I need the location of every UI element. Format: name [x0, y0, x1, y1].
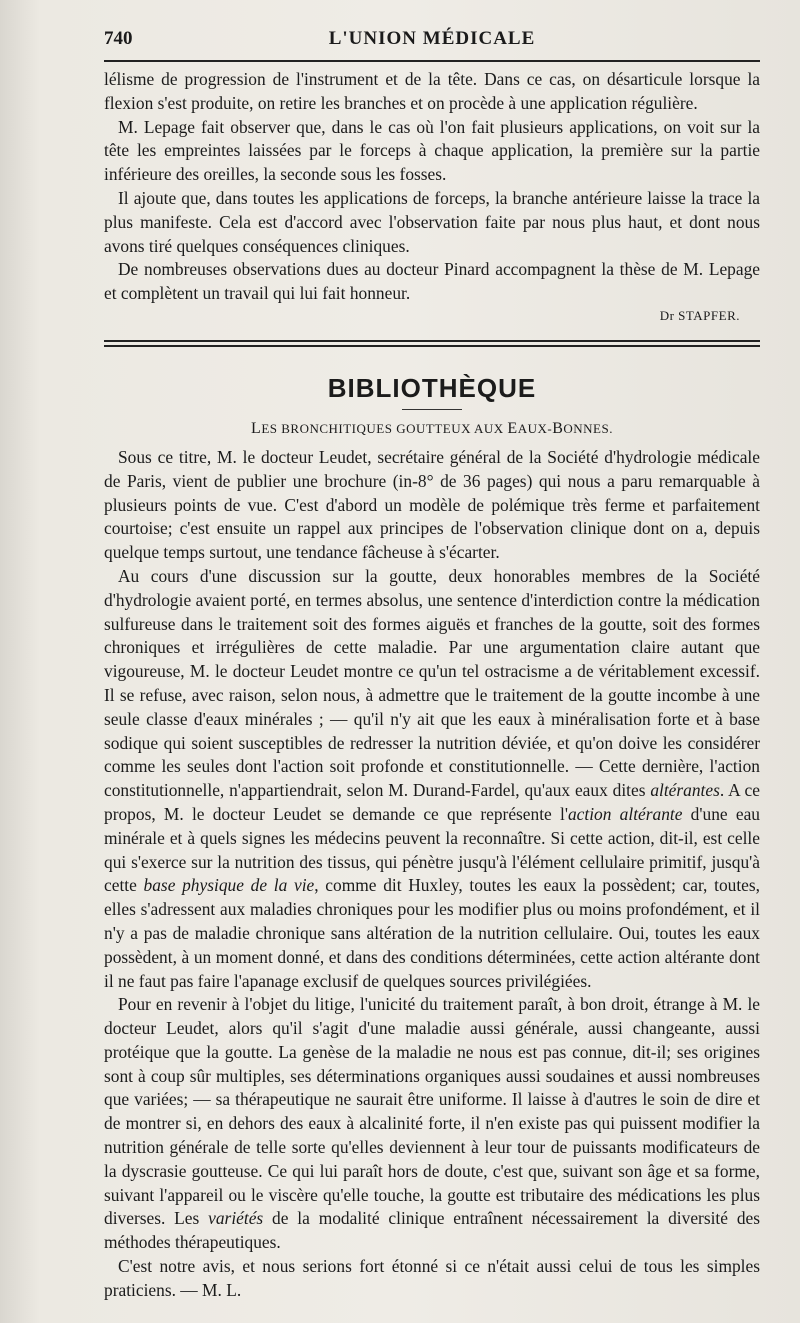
previous-article: [104, 68, 760, 326]
section-title: BIBLIOTHÈQUE: [327, 372, 537, 403]
page-number: 740: [104, 28, 133, 49]
journal-title: L'UNION MÉDICALE: [328, 28, 536, 49]
article-title: LES BRONCHITIQUES GOUTTEUX AUX EAUX-BONNES.: [251, 419, 613, 437]
review-signature: — M. L.: [175, 1279, 242, 1300]
paragraph: Pour en revenir à l'objet du litige, l'unicité du traitement paraît, à bon droit, étrange à M. le docteur Leudet, alors qu'il s'agit d'une maladie aussi générale, aussi changeante, aussi protéique que la goutte. La genèse de la maladie ne nous est pas connue, dit-il; ses origines sont à coup sûr multiples, ses déterminations organiques aussi soudaines et aussi nombreuses que variées; — sa thérapeutique ne saurait être uniforme. Il laisse à d'autres le soin de dire et de montrer si, en dehors des eaux à alcalinité forte, il n'en existe pas qui puissent modifier la nutrition générale de telle sorte qu'elles deviennent à leur tour de puissants modificateurs de la dyscrasie goutteuse. Ce qui lui paraît hors de doute, c'est que, suivant son âge et sa forme, suivant l'appareil ou le viscère qu'elle touche, la goutte est tributaire des médications les plus diverses. Les variétés de la modalité clinique entraînent nécessairement la diversité des méthodes thérapeutiques.: [104, 994, 761, 1253]
page-header: [104, 22, 760, 56]
header-rule: [104, 60, 760, 62]
paragraph: Au cours d'une discussion sur la goutte, deux honorables membres de la Société d'hydrologie avaient porté, en termes absolus, une sentence d'interdiction contre la médication sulfureuse dans le traitement soit des formes aiguës et franches de la goutte, soit des formes chroniques et irrégulières de cette maladie. Par une argumentation claire autant que vigoureuse, M. le docteur Leudet montre ce qu'un tel ostracisme a de véritablement excessif. Il se refuse, avec raison, selon nous, à admettre que le traitement de la goutte incombe à une seule classe d'eaux minérales ; — qu'il n'y ait que les eaux à minéralisation forte et à base sodique qui soient susceptibles de redresser la nutrition déviée, et qu'on doive les considérer comme les seules dont l'action soit profonde et constitutionnelle. — Cette dernière, l'action constitutionnelle, n'appartiendrait, selon M. Durand-Fardel, qu'aux eaux dites altérantes. A ce propos, M. le docteur Leudet se demande ce que représente l'action altérante d'une eau minérale et à quels signes les médecins peuvent la reconnaître. Si cette action, dit-il, est celle qui s'exerce sur la nutrition des tissus, qui pénètre jusqu'à l'élément cellulaire primitif, jusqu'à cette base physique de la vie, comme dit Huxley, toutes les eaux la possèdent; car, toutes, elles s'adressent aux maladies chroniques pour les modifier plus ou moins profondément, et il n'y a pas de maladie chronique sans altération de la nutrition cellulaire. Oui, toutes les eaux possèdent, à un moment donné, et dans des conditions déterminées, cette action altérante dont il ne faut pas faire l'apanage exclusif de quelques sources privilégiées.: [104, 565, 760, 991]
paragraph: C'est notre avis, et nous serions fort étonné si ce n'était aussi celui de tous les simples praticiens. — M. L.: [104, 1256, 760, 1300]
paragraph: M. Lepage fait observer que, dans le cas où l'on fait plusieurs applications, on voit sur la tête les empreintes laissées par le forceps à chaque application, la première sur la partie inférieure des oreilles, la seconde sous les fosses.: [104, 116, 760, 185]
paragraph: lélisme de progression de l'instrument et de la tête. Dans ce cas, on désarticule lorsque la flexion s'est produite, on retire les branches et on procède à une application régulière.: [104, 69, 760, 113]
review-article: [104, 446, 760, 1303]
paragraph: Sous ce titre, M. le docteur Leudet, secrétaire général de la Société d'hydrologie médicale de Paris, vient de publier une brochure (in-8° de 36 pages) qui nous a paru remarquable à plusieurs points de vue. C'est d'abord un modèle de polémique très ferme et parfaitement courtoise; c'est ensuite un rappel aux principes de l'observation clinique dont on a, depuis quelque temps surtout, une tendance fâcheuse à s'écarter.: [104, 446, 760, 563]
section-divider: [104, 340, 760, 347]
title-rule: [402, 409, 462, 410]
paragraph: De nombreuses observations dues au docteur Pinard accompagnent la thèse de M. Lepage et complètent un travail qui lui fait honneur.: [104, 259, 760, 304]
paragraph: Il ajoute que, dans toutes les applications de forceps, la branche antérieure laisse la trace la plus manifeste. Cela est d'accord avec l'observation faite par nous plus haut, et dont nous avons tiré quelques conséquences cliniques.: [104, 187, 760, 256]
author-signature: Dr STAPFER.: [659, 307, 740, 323]
